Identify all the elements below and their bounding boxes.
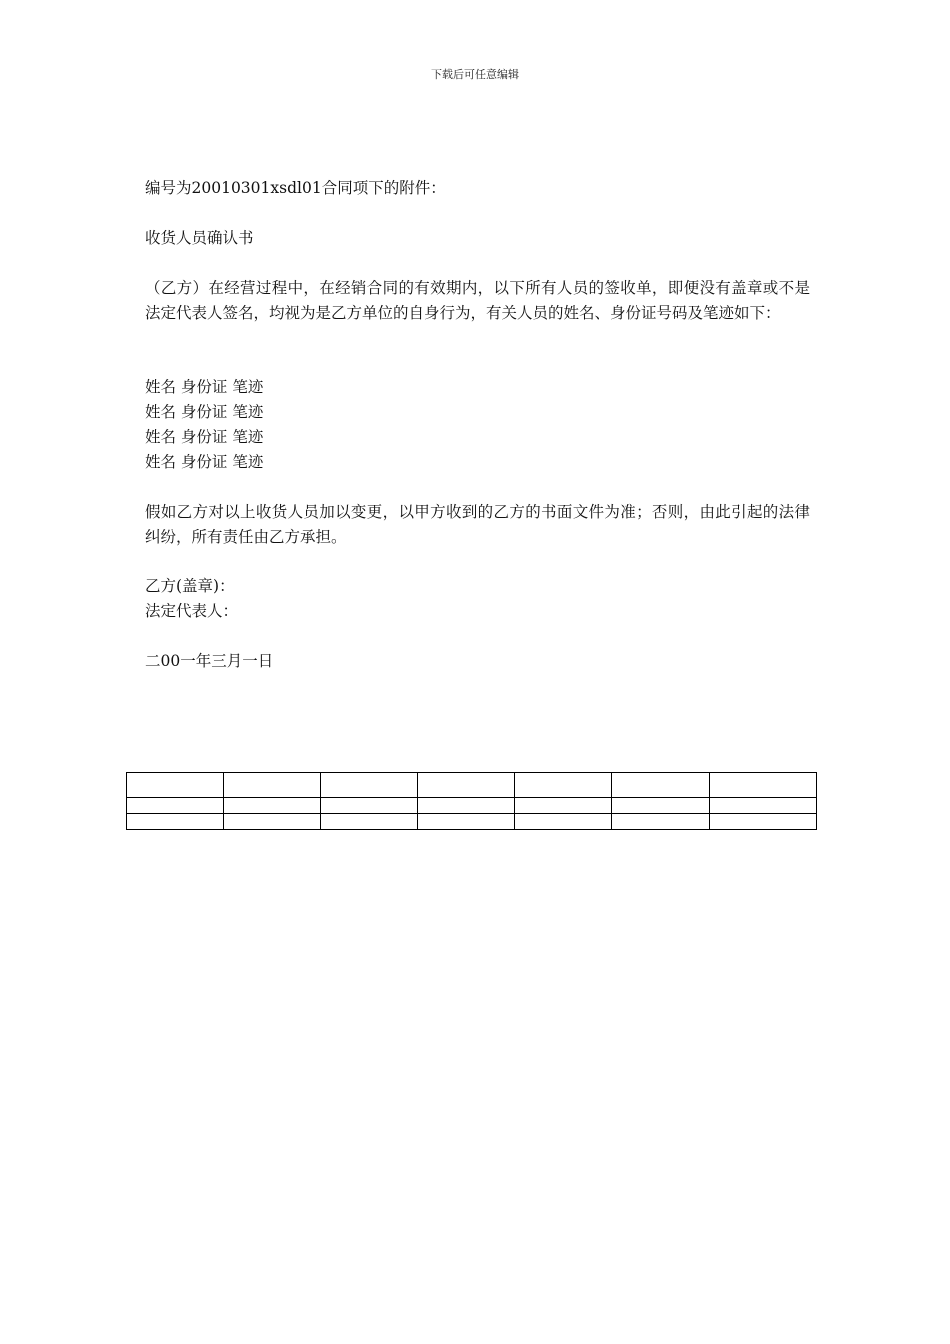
document-date (145, 649, 810, 674)
table-cell (127, 798, 224, 814)
paragraph-2: 假如乙方对以上收货人员加以变更，以甲方收到的乙方的书面文件为准；否则，由此引起的法律纠纷，所有责任由乙方承担。 (145, 503, 810, 546)
table-cell (515, 814, 612, 830)
header-note: 下载后可任意编辑 (431, 68, 519, 81)
table-row (127, 773, 817, 798)
table-cell (224, 814, 321, 830)
table-cell (515, 798, 612, 814)
table-cell (710, 773, 817, 798)
document-title-text: 收货人员确认书 (145, 229, 254, 247)
legal-representative: 法定代表人： (145, 602, 239, 620)
person-row: 姓名 身份证 笔迹 (145, 378, 264, 396)
table-cell (710, 798, 817, 814)
attachment-reference (145, 176, 810, 201)
table-cell (321, 773, 418, 798)
empty-table (126, 772, 817, 830)
table-row (127, 798, 817, 814)
table-cell (710, 814, 817, 830)
person-row: 姓名 身份证 笔迹 (145, 453, 264, 471)
table-cell (224, 773, 321, 798)
table-cell (224, 798, 321, 814)
person-row: 姓名 身份证 笔迹 (145, 428, 264, 446)
table-cell (127, 814, 224, 830)
table-cell (612, 798, 710, 814)
person-list (145, 375, 810, 475)
table-cell (515, 773, 612, 798)
table-cell (321, 798, 418, 814)
table-cell (612, 773, 710, 798)
table-cell (418, 773, 515, 798)
table-cell (418, 798, 515, 814)
table-row (127, 814, 817, 830)
table-cell (127, 773, 224, 798)
party-b-seal: 乙方(盖章)： (145, 577, 235, 595)
table-cell (612, 814, 710, 830)
signature-block (145, 574, 810, 624)
person-row: 姓名 身份证 笔迹 (145, 403, 264, 421)
document-date-text: 二00一年三月一日 (145, 652, 274, 670)
table-cell (418, 814, 515, 830)
paragraph-1: （乙方）在经营过程中，在经销合同的有效期内，以下所有人员的签收单，即便没有盖章或不是法定代表人签名，均视为是乙方单位的自身行为，有关人员的姓名、身份证号码及笔迹如下： (145, 279, 810, 322)
table-cell (321, 814, 418, 830)
document-title (145, 226, 810, 251)
attachment-ref-text: 编号为20010301xsdl01合同项下的附件： (145, 179, 446, 197)
